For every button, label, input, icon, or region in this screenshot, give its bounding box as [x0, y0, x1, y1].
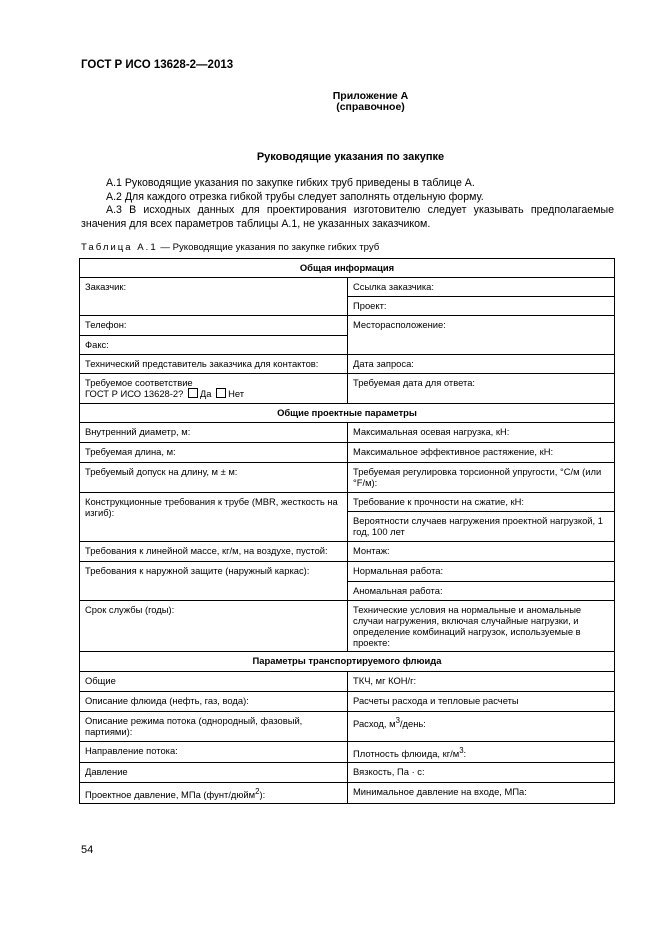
no-checkbox[interactable] — [216, 388, 226, 398]
general-info-header: Общая информация — [80, 259, 615, 278]
external-protection-cell: Требования к наружной защите (наружный каркас): — [80, 562, 348, 601]
normal-operation-cell: Нормальная работа: — [348, 562, 615, 582]
procurement-table — [79, 258, 615, 804]
general-cell: Общие — [80, 672, 348, 692]
flow-rate-cell: Расход, $м^3$/день: — [348, 712, 615, 742]
request-date-cell: Дата запроса: — [348, 355, 615, 374]
pressure-cell: Давление — [80, 763, 348, 783]
page-number: 54 — [81, 844, 94, 856]
paragraph-a1: А.1 Руководящие указания по закупке гибких труб приведены в таблице А. — [106, 177, 475, 189]
length-tolerance-cell: Требуемый допуск на длину, м ± м: — [80, 463, 348, 493]
fax-cell: Факс: — [80, 336, 348, 355]
response-date-cell: Требуемая дата для ответа: — [348, 374, 615, 404]
fluid-params-header: Параметры транспортируемого флюида — [80, 652, 615, 672]
service-life-cell: Срок службы (годы): — [80, 601, 348, 652]
customer-ref-cell: Ссылка заказчика: — [348, 278, 615, 297]
phone-cell: Телефон: — [80, 316, 348, 336]
viscosity-cell: Вязкость, Па · с: — [348, 763, 615, 783]
structural-req-cell: Конструкционные требования к трубе (MBR, жесткость на изгиб): — [80, 493, 348, 542]
torsion-balance-cell: Требуемая регулировка торсионной упругости, °С/м (или °F/м): — [348, 463, 615, 493]
yes-checkbox[interactable] — [188, 388, 198, 398]
document-header: ГОСТ Р ИСО 13628-2—2013 — [81, 59, 234, 71]
tech-conditions-cell: Технические условия на нормальные и аномальные случаи нагружения, включая случайные нагрузки, и определение комбинаций нагрузок, используемые в проекте: — [348, 601, 615, 652]
project-cell: Проект: — [348, 297, 615, 316]
installation-cell: Монтаж: — [348, 542, 615, 562]
max-axial-load-cell: Максимальная осевая нагрузка, кН: — [348, 423, 615, 443]
inner-diameter-cell: Внутренний диаметр, м: — [80, 423, 348, 443]
design-params-header: Общие проектные параметры — [80, 404, 615, 423]
max-eff-tension-cell: Максимальное эффективное растяжение, кН: — [348, 443, 615, 463]
flow-mode-cell: Описание режима потока (однородный, фазовый, партиями): — [80, 712, 348, 742]
table-caption: Таблица А.1 — Руководящие указания по закупке гибких труб — [81, 242, 380, 253]
fluid-density-cell: Плотность флюида, $кг/м^3$: — [348, 742, 615, 763]
section-title: Руководящие указания по закупке — [256, 151, 445, 163]
min-inlet-pressure-cell: Минимальное давление на входе, МПа: — [348, 783, 615, 804]
location-cell: Месторасположение: — [348, 316, 615, 355]
compliance-cell: Требуемое соответствие ГОСТ Р ИСО 13628-2? Да Нет — [80, 374, 348, 404]
tan-cell: ТКЧ, мг КОН/г: — [348, 672, 615, 692]
tech-rep-cell: Технический представитель заказчика для контактов: — [80, 355, 348, 374]
abnormal-operation-cell: Аномальная работа: — [348, 582, 615, 601]
flow-calc-cell: Расчеты расхода и тепловые расчеты — [348, 692, 615, 712]
compression-strength-cell: Требование к прочности на сжатие, кН: — [348, 493, 615, 512]
design-pressure-cell: Проектное давление, МПа (фунт/дюйм$^2$): — [80, 783, 348, 804]
annex-subtitle: (справочное) — [336, 101, 405, 113]
paragraph-a3: А.3 В исходных данных для проектирования изготовителю следует указывать предполагаемые значения для всех параметров таблицы А.1, не указанных заказчиком. — [81, 204, 614, 230]
fluid-desc-cell: Описание флюида (нефть, газ, вода): — [80, 692, 348, 712]
flow-direction-cell: Направление потока: — [80, 742, 348, 763]
load-probability-cell: Вероятности случаев нагружения проектной нагрузкой, 1 год, 100 лет — [348, 512, 615, 542]
paragraph-a2: А.2 Для каждого отрезка гибкой трубы следует заполнять отдельную форму. — [106, 191, 484, 203]
annex-title: Приложение А — [332, 90, 409, 102]
customer-cell: Заказчик: — [80, 278, 348, 316]
linear-mass-cell: Требования к линейной массе, кг/м, на воздухе, пустой: — [80, 542, 348, 562]
required-length-cell: Требуемая длина, м: — [80, 443, 348, 463]
